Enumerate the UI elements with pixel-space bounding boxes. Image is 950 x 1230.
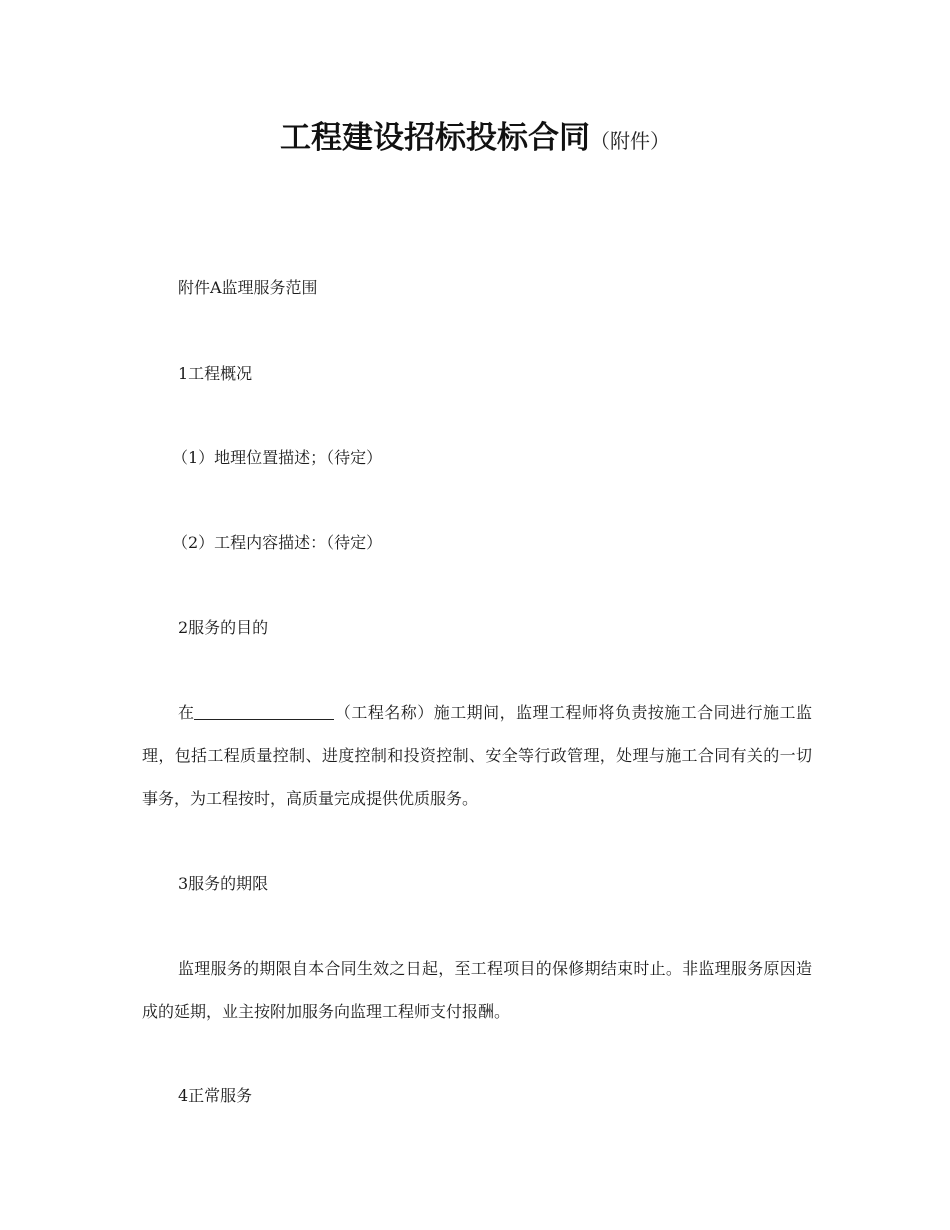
section-3-body: 监理服务的期限自本合同生效之日起，至工程项目的保修期结束时止。非监理服务原因造成的延期，业主按附加服务向监理工程师支付报酬。 [142, 959, 812, 1021]
title-suffix: （附件） [590, 129, 670, 153]
annex-heading: 附件A监理服务范围 [178, 278, 318, 297]
section-2-heading: 2服务的目的 [178, 618, 269, 637]
section-3-heading: 3服务的期限 [178, 874, 269, 893]
document-title [0, 112, 950, 157]
section-2-body-text: （工程名称）施工期间，监理工程师将负责按施工合同进行施工监理，包括工程质量控制、进度控制和投资控制、安全等行政管理，处理与施工合同有关的一切事务，为工程按时，高质量完成提供优质服务。 [142, 703, 812, 808]
section-2-body-prefix: 在 [178, 703, 195, 722]
section-1-heading: 1工程概况 [178, 364, 253, 383]
project-name-blank [194, 701, 334, 720]
section-2-body [142, 691, 812, 820]
section-1-item-1: （1）地理位置描述；（待定） [172, 448, 383, 467]
title-main: 工程建设招标投标合同 [280, 120, 590, 156]
section-1-item-2: （2）工程内容描述：（待定） [172, 533, 383, 552]
section-4-heading: 4正常服务 [178, 1086, 253, 1105]
